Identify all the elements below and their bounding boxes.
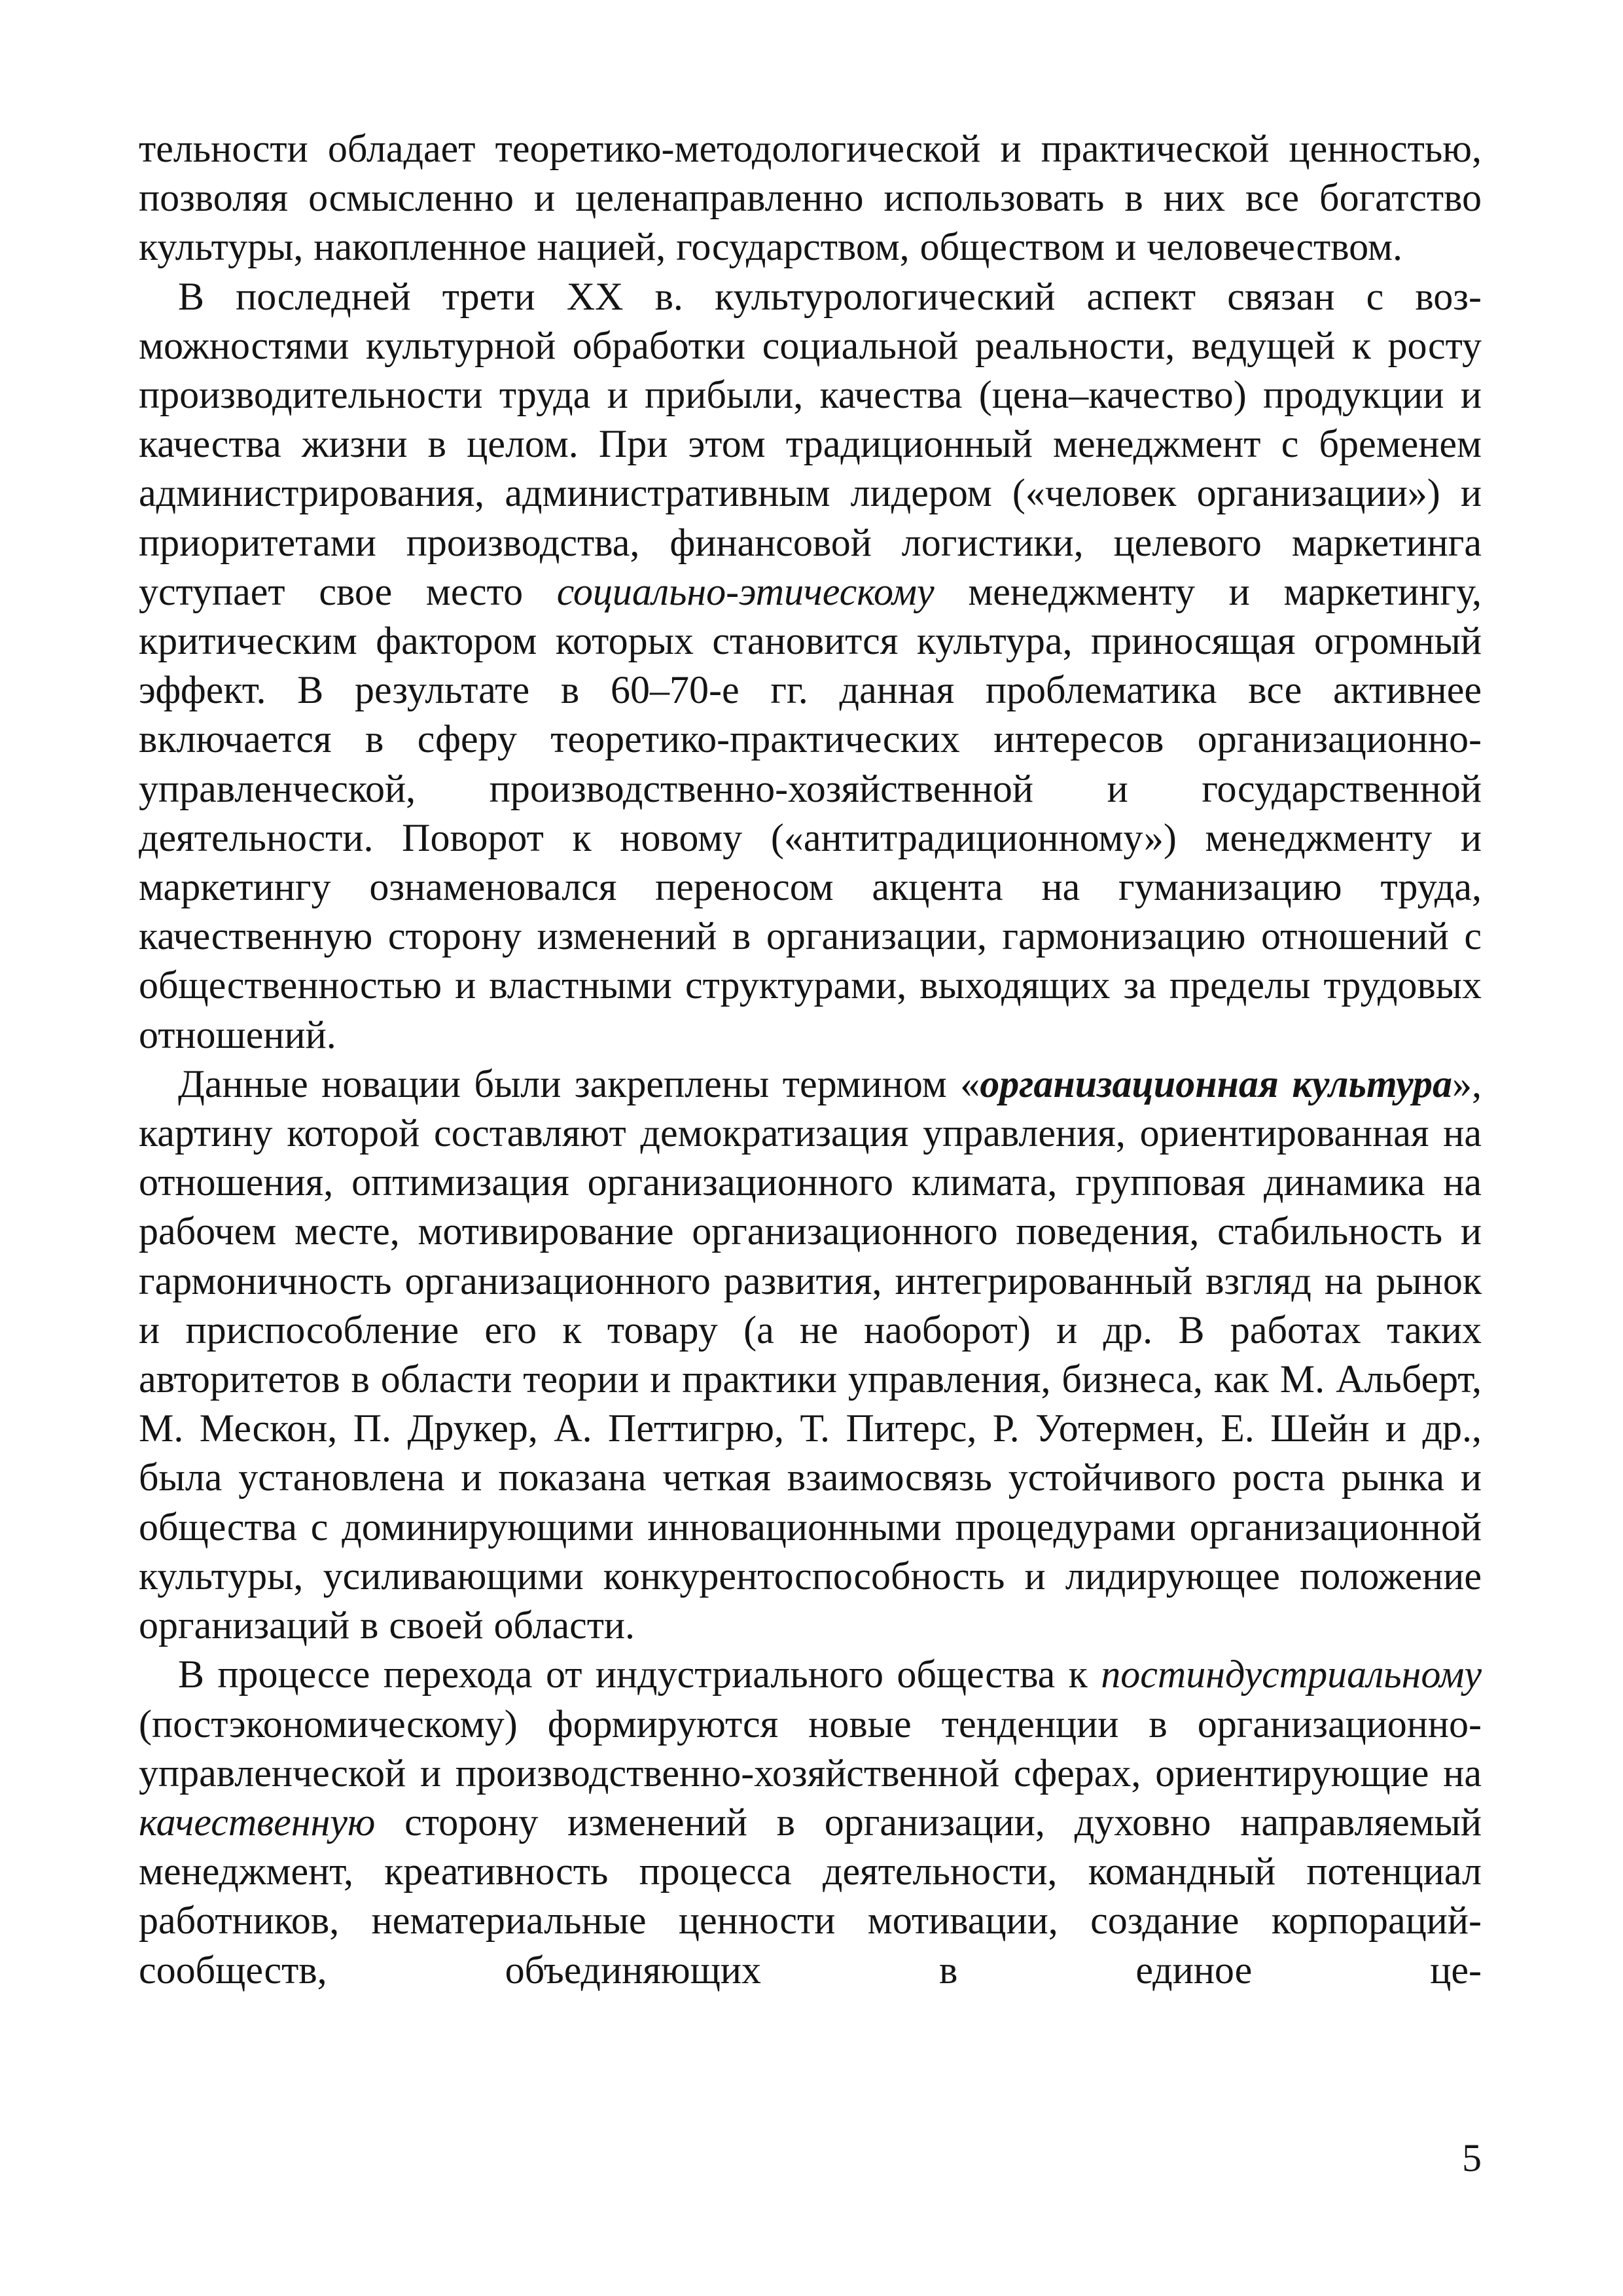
paragraph-text: сторону изменений в организации, духовно направляемый менеджмент, креативность процесса деятельности, командный потенциал работников, нематериальные ценности мотивации, создание корпораций-сообществ, объединяющих в единое це-	[139, 1800, 1482, 1992]
body-text	[139, 124, 1482, 1995]
italic-term: качественную	[139, 1800, 376, 1844]
paragraph-1	[139, 124, 1482, 272]
bold-italic-term: организационная культура	[980, 1062, 1452, 1105]
paragraph-text: Данные новации были закреплены термином «	[178, 1062, 980, 1105]
paragraph-text: », картину которой составляют демократизация управления, ориентированная на отношения, оптимизация организационного климата, групповая динамика на рабочем месте, мотивирование организационного поведения, стабильность и гармоничность организационного развития, интегрированный взгляд на рынок и приспособление его к товару (а не наоборот) и др. В работах таких авторитетов в области теории и практики управления, бизнеса, как М. Альберт, М. Мескон, П. Друкер, А. Петтигрю, Т. Питерс, Р. Уотермен, Е. Шейн и др., была установлена и показана четкая взаимосвязь устойчивого роста рынка и общества с доминирующими инновационными процедурами организационной культуры, усиливающими конкурентоспособность и лидирующее положение организаций в своей области.	[139, 1062, 1482, 1647]
paragraph-3	[139, 1060, 1482, 1650]
paragraph-text: В последней трети XX в. культурологический аспект связан с возможностями культурной обработки социальной реальности, ведущей к росту производительности труда и прибыли, качества (цена–качество) продукции и качества жизни в целом. При этом традиционный менеджмент с бременем администрирования, административным лидером («человек организации») и приоритетами производства, финансовой логистики, целевого маркетинга уступает свое место	[139, 274, 1482, 613]
paragraph-text: тельности обладает теоретико-методологической и практической ценностью, позволяя осмысленно и целенаправленно использовать в них все богатство культуры, накопленное нацией, государством, обществом и человечеством.	[139, 127, 1482, 269]
italic-term: социально-этическому	[556, 569, 935, 613]
paragraph-2	[139, 272, 1482, 1060]
page-number: 5	[1462, 2136, 1482, 2179]
paragraph-text: (постэкономическому) формируются новые тенденции в организационно-управленческой и производственно-хозяйственной сферах, ориентирующие на	[139, 1702, 1482, 1795]
paragraph-4	[139, 1650, 1482, 1994]
paragraph-text: В процессе перехода от индустриального общества к	[178, 1653, 1101, 1696]
italic-term: постиндустриальному	[1101, 1653, 1482, 1696]
paragraph-text: менеджменту и маркетингу, критическим фактором которых становится культура, приносящая огромный эффект. В результате в 60–70-е гг. данная проблематика все активнее включается в сферу теоретико-практических интересов организационно-управленческой, производственно-хозяйственной и государственной деятельности. Поворот к новому («антитрадиционному») менеджменту и маркетингу ознаменовался переносом акцента на гуманизацию труда, качественную сторону изменений в организации, гармонизацию отношений с общественностью и властными структурами, выходящих за пределы трудовых отношений.	[139, 569, 1482, 1056]
